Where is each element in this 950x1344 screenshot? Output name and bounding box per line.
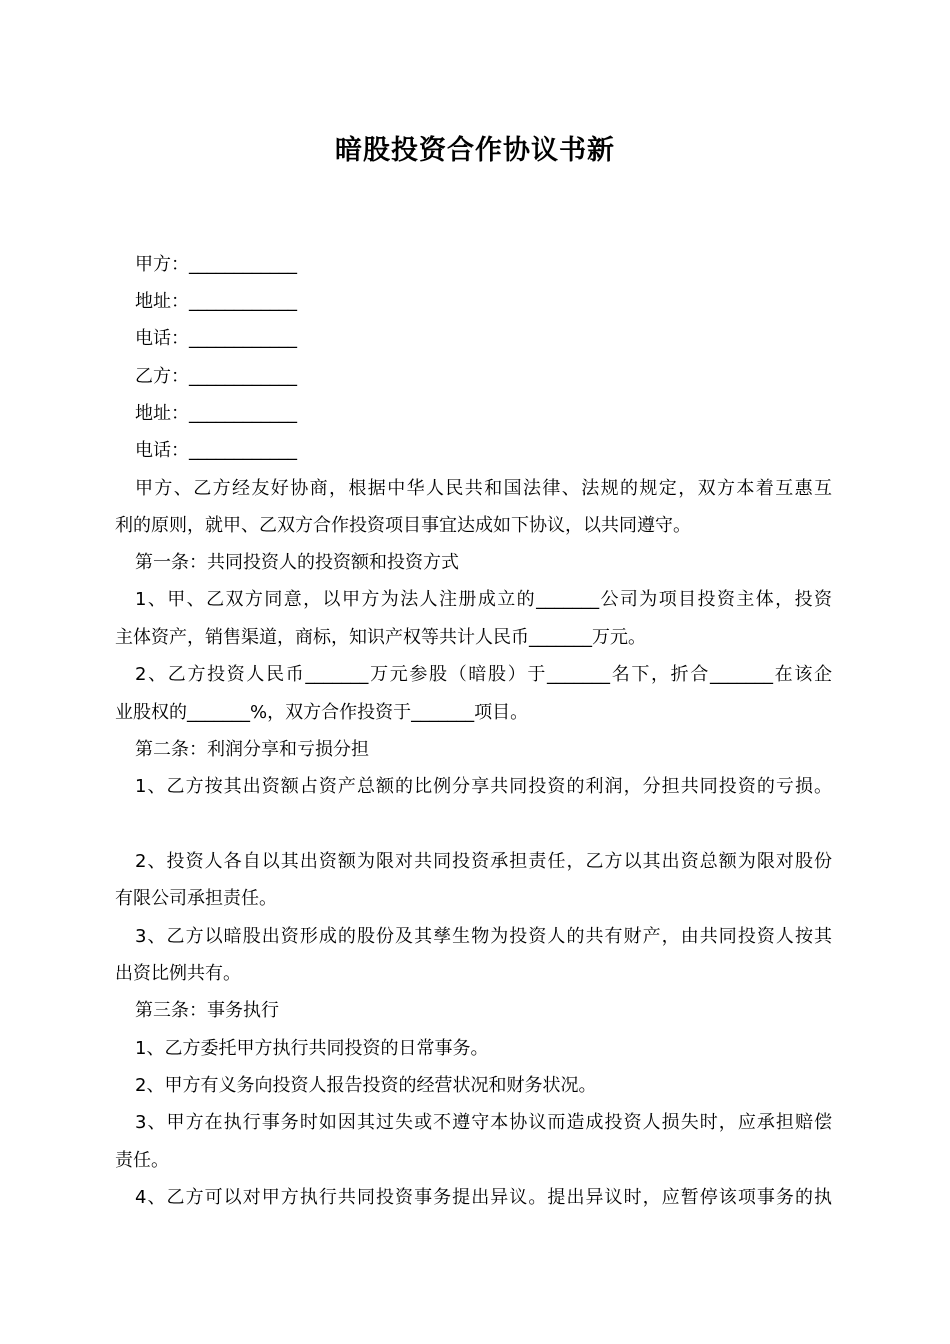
- party-a-address-field: 地址：____________: [135, 291, 297, 312]
- article-1-heading: 第一条：共同投资人的投资额和投资方式: [135, 552, 459, 573]
- article-1-clause-1-line-2: 主体资产，销售渠道，商标，知识产权等共计人民币_______万元。: [115, 627, 646, 648]
- article-1-clause-1-line-1: 1、甲、乙双方同意，以甲方为法人注册成立的_______公司为项目投资主体，投资: [135, 589, 832, 610]
- preamble-line-2: 利的原则，就甲、乙双方合作投资项目事宜达成如下协议，以共同遵守。: [115, 515, 691, 536]
- article-3-clause-4-line-1: 4、乙方可以对甲方执行共同投资事务提出异议。提出异议时，应暂停该项事务的执: [135, 1187, 832, 1208]
- article-3-heading: 第三条：事务执行: [135, 1000, 279, 1021]
- article-3-clause-1: 1、乙方委托甲方执行共同投资的日常事务。: [135, 1038, 489, 1059]
- article-2-clause-2-line-2: 有限公司承担责任。: [115, 888, 277, 909]
- article-1-clause-2-line-1: 2、乙方投资人民币_______万元参股（暗股）于_______名下，折合_______在该企: [135, 664, 832, 685]
- party-a-field: 甲方：____________: [135, 254, 297, 275]
- article-3-clause-3-line-2: 责任。: [115, 1150, 169, 1171]
- article-1-clause-2-line-2: 业股权的_______%，双方合作投资于_______项目。: [115, 702, 529, 723]
- party-b-address-field: 地址：____________: [135, 403, 297, 424]
- document-title: 暗股投资合作协议书新: [335, 135, 615, 166]
- article-3-clause-2: 2、甲方有义务向投资人报告投资的经营状况和财务状况。: [135, 1075, 597, 1096]
- article-2-clause-3-line-2: 出资比例共有。: [115, 963, 241, 984]
- party-b-field: 乙方：____________: [135, 366, 297, 387]
- party-a-phone-field: 电话：____________: [135, 328, 297, 349]
- article-2-heading: 第二条：利润分享和亏损分担: [135, 739, 369, 760]
- article-2-clause-1: 1、乙方按其出资额占资产总额的比例分享共同投资的利润，分担共同投资的亏损。: [135, 776, 832, 797]
- party-b-phone-field: 电话：____________: [135, 440, 297, 461]
- article-2-clause-3-line-1: 3、乙方以暗股出资形成的股份及其孳生物为投资人的共有财产，由共同投资人按其: [135, 926, 832, 947]
- article-3-clause-3-line-1: 3、甲方在执行事务时如因其过失或不遵守本协议而造成投资人损失时，应承担赔偿: [135, 1112, 832, 1133]
- article-2-clause-2-line-1: 2、投资人各自以其出资额为限对共同投资承担责任，乙方以其出资总额为限对股份: [135, 851, 832, 872]
- preamble-line-1: 甲方、乙方经友好协商，根据中华人民共和国法律、法规的规定，双方本着互惠互: [135, 478, 832, 499]
